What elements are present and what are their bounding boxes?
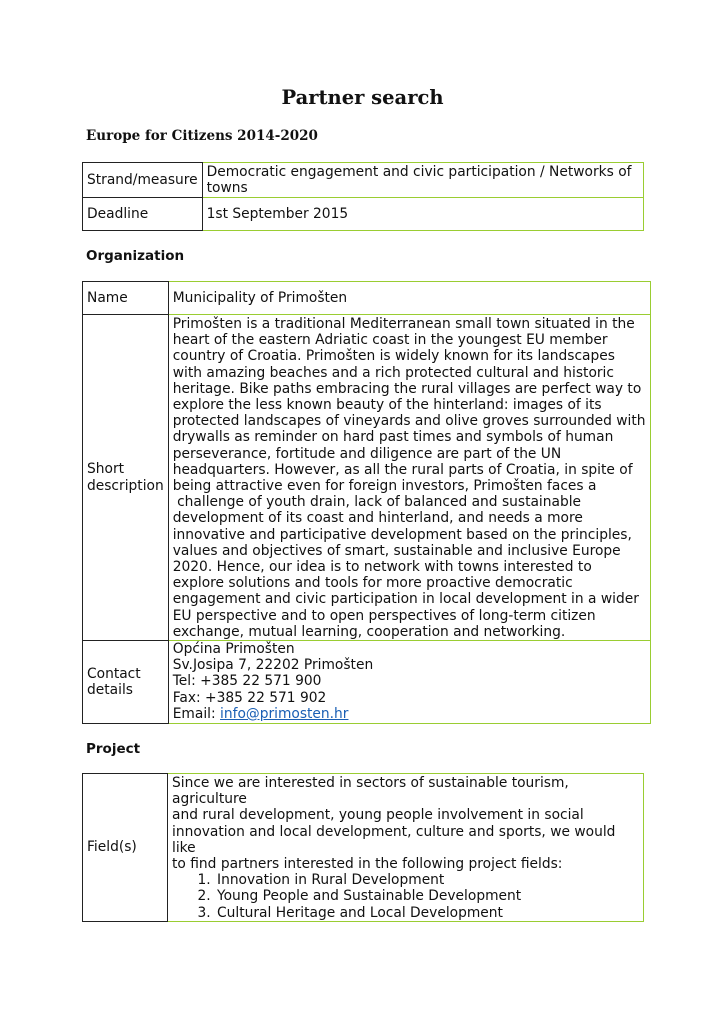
page-title: Partner search (281, 86, 444, 109)
contact-fax: Fax: +385 22 571 902 (172, 689, 327, 706)
description-line: innovative and participative development based on the principles, (172, 526, 632, 543)
fields-list (172, 872, 639, 921)
description-line: explore the less known beauty of the hinterland: images of its (172, 397, 602, 414)
contact-value (168, 641, 650, 724)
table-row (83, 198, 644, 231)
table-row (83, 315, 651, 641)
description-line: EU perspective and to open perspectives of long-term citizen (172, 607, 596, 624)
description-line: headquarters. However, as all the rural parts of Croatia, in spite of (172, 461, 633, 478)
contact-email-line (173, 706, 646, 722)
strand-value: Democratic engagement and civic participation / Networks of towns (202, 163, 643, 198)
description-line: protected landscapes of vineyards and olive groves surrounded with (172, 413, 646, 430)
strand-label: Strand/measure (83, 163, 203, 198)
description-value (168, 315, 650, 641)
deadline-value: 1st September 2015 (202, 198, 643, 231)
fields-intro-line: innovation and local development, culture and sports, we would like (172, 823, 616, 856)
project-heading: Project (86, 741, 141, 757)
description-line: challenge of youth drain, lack of balanced and sustainable (172, 494, 582, 511)
list-item: 2. Young People and Sustainable Development (215, 888, 639, 904)
name-label: Name (83, 282, 169, 315)
description-label: Short description (83, 315, 169, 641)
contact-label: Contact details (83, 641, 169, 724)
contact-name: Općina Primošten (172, 641, 295, 658)
description-line: Primošten is a traditional Mediterranean small town situated in the (172, 316, 635, 332)
list-item: 1. Innovation in Rural Development (215, 872, 639, 888)
description-line: exchange, mutual learning, cooperation and networking. (172, 623, 566, 640)
name-value: Municipality of Primošten (168, 282, 650, 315)
list-item: 3. Cultural Heritage and Local Development (215, 905, 639, 921)
description-line: 2020. Hence, our idea is to network with towns interested to (172, 559, 592, 576)
table-row (83, 282, 651, 315)
fields-intro-line: and rural development, young people involvement in social (172, 807, 584, 824)
table-row (83, 163, 644, 198)
deadline-label: Deadline (83, 198, 203, 231)
programme-subtitle: Europe for Citizens 2014-2020 (86, 128, 318, 144)
description-line: engagement and civic participation in local development in a wider (172, 591, 639, 608)
general-table (82, 162, 644, 231)
description-line: explore solutions and tools for more proactive democratic (172, 575, 573, 592)
description-line: values and objectives of smart, sustainable and inclusive Europe (172, 542, 621, 559)
fields-value (168, 774, 644, 922)
description-line: perseverance, fortitude and diligence are part of the UN (172, 445, 562, 462)
description-line: heart of the eastern Adriatic coast in the youngest EU member (172, 332, 608, 349)
description-line: being attractive even for foreign investors, Primošten faces a (172, 478, 597, 495)
contact-email-link[interactable]: info@primosten.hr (220, 705, 349, 722)
contact-tel: Tel: +385 22 571 900 (172, 673, 322, 690)
contact-address: Sv.Josipa 7, 22202 Primošten (172, 657, 374, 674)
description-line: development of its coast and hinterland, and needs a more (172, 510, 583, 527)
project-table (82, 773, 644, 922)
fields-intro-line: to find partners interested in the following project fields: (172, 856, 563, 873)
description-line: heritage. Bike paths embracing the rural villages are perfect way to (172, 380, 642, 397)
description-text (173, 316, 646, 640)
organization-table (82, 281, 651, 724)
description-line: drywalls as reminder on hard past times and symbols of human (172, 429, 614, 446)
fields-intro-line: Since we are interested in sectors of sustainable tourism, agriculture (172, 775, 569, 808)
fields-intro (172, 775, 639, 872)
table-row (83, 641, 651, 724)
fields-label: Field(s) (83, 774, 168, 922)
description-line: country of Croatia. Primošten is widely known for its landscapes (172, 348, 615, 365)
table-row (83, 774, 644, 922)
contact-email-label: Email: (172, 705, 221, 722)
organization-heading: Organization (86, 248, 185, 264)
description-line: with amazing beaches and a rich protected cultural and historic (172, 364, 614, 381)
